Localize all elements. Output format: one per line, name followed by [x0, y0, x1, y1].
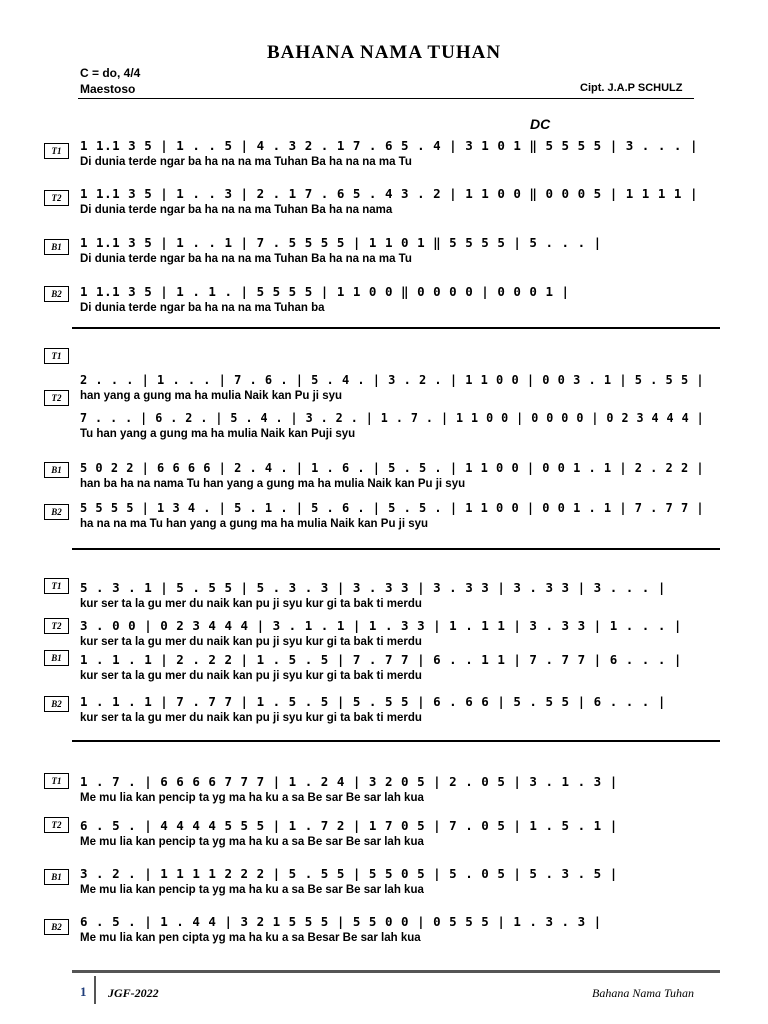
notation-row: 1 1.1 3 5 | 1 . 1 . | 5 5 5 5 | 1 1 0 0 ‖ 0 0 0 0 | 0 0 0 1 | [80, 284, 570, 299]
voice-label-b2: B2 [44, 696, 69, 712]
notation-row: 5 . 3 . 1 | 5 . 5 5 | 5 . 3 . 3 | 3 . 3 3 | 3 . 3 3 | 3 . 3 3 | 3 . . . | [80, 580, 666, 595]
notation-row: 7 . . . | 6 . 2 . | 5 . 4 . | 3 . 2 . | 1 . 7 . | 1 1 0 0 | 0 0 0 0 | 0 2 3 4 4 4 | [80, 410, 705, 425]
lyrics-row: Me mu lia kan pencip ta yg ma ha ku a sa Be sar Be sar lah kua [80, 884, 424, 896]
lyrics-row: kur ser ta la gu mer du naik kan pu ji syu kur gi ta bak ti merdu [80, 598, 422, 610]
system-divider [72, 548, 720, 550]
voice-label-b2: B2 [44, 286, 69, 302]
notation-row: 6 . 5 . | 1 . 4 4 | 3 2 1 5 5 5 | 5 5 0 0 | 0 5 5 5 | 1 . 3 . 3 | [80, 914, 602, 929]
notation-row: 3 . 2 . | 1 1 1 1 2 2 2 | 5 . 5 5 | 5 5 0 5 | 5 . 0 5 | 5 . 3 . 5 | [80, 866, 618, 881]
lyrics-row: Tu han yang a gung ma ha mulia Naik kan Puji syu [80, 428, 356, 440]
notation-row: 1 1.1 3 5 | 1 . . 3 | 2 . 1 7 . 6 5 . 4 3 . 2 | 1 1 0 0 ‖ 0 0 0 5 | 1 1 1 1 | [80, 186, 698, 201]
voice-label-t2: T2 [44, 390, 69, 406]
voice-label-t1: T1 [44, 773, 69, 789]
notation-row: 1 . 1 . 1 | 2 . 2 2 | 1 . 5 . 5 | 7 . 7 7 | 6 . . 1 1 | 7 . 7 7 | 6 . . . | [80, 652, 682, 667]
lyrics-row: Di dunia terde ngar ba ha na na ma Tuhan Ba ha na nama [80, 204, 393, 216]
lyrics-row: kur ser ta la gu mer du naik kan pu ji syu kur gi ta bak ti merdu [80, 670, 422, 682]
voice-label-b1: B1 [44, 869, 69, 885]
page-number: 1 [80, 984, 87, 999]
voice-label-t2: T2 [44, 817, 69, 833]
voice-label-b1: B1 [44, 239, 69, 255]
voice-label-b1: B1 [44, 462, 69, 478]
lyrics-row: kur ser ta la gu mer du naik kan pu ji syu kur gi ta bak ti merdu [80, 636, 422, 648]
lyrics-row: ha na na ma Tu han yang a gung ma ha mulia Naik kan Pu ji syu [80, 518, 429, 530]
tempo-marking: Maestoso [80, 82, 136, 96]
lyrics-row: Di dunia terde ngar ba ha na na ma Tuhan ba [80, 302, 325, 314]
voice-label-t1: T1 [44, 143, 69, 159]
key-signature: C = do, 4/4 [80, 66, 141, 80]
lyrics-row: Me mu lia kan pencip ta yg ma ha ku a sa Be sar Be sar lah kua [80, 836, 424, 848]
footer-left-text: JGF-2022 [108, 986, 159, 1000]
lyrics-row: han ba ha na nama Tu han yang a gung ma ha mulia Naik kan Pu ji syu [80, 478, 466, 490]
voice-label-t1: T1 [44, 578, 69, 594]
lyrics-row: Me mu lia kan pencip ta yg ma ha ku a sa Be sar Be sar lah kua [80, 792, 424, 804]
notation-row: 3 . 0 0 | 0 2 3 4 4 4 | 3 . 1 . 1 | 1 . 3 3 | 1 . 1 1 | 3 . 3 3 | 1 . . . | [80, 618, 682, 633]
voice-label-b1: B1 [44, 650, 69, 666]
lyrics-row: Di dunia terde ngar ba ha na na ma Tuhan Ba ha na na ma Tu [80, 156, 412, 168]
notation-row: 1 . 7 . | 6 6 6 6 7 7 7 | 1 . 2 4 | 3 2 0 5 | 2 . 0 5 | 3 . 1 . 3 | [80, 774, 618, 789]
voice-label-b2: B2 [44, 919, 69, 935]
system-divider [72, 740, 720, 742]
lyrics-row: han yang a gung ma ha mulia Naik kan Pu ji syu [80, 390, 343, 402]
notation-row: 1 1.1 3 5 | 1 . . 5 | 4 . 3 2 . 1 7 . 6 5 . 4 | 3 1 0 1 ‖ 5 5 5 5 | 3 . . . | [80, 138, 698, 153]
notation-row: 5 5 5 5 | 1 3 4 . | 5 . 1 . | 5 . 6 . | 5 . 5 . | 1 1 0 0 | 0 0 1 . 1 | 7 . 7 7 | [80, 500, 705, 515]
voice-label-b2: B2 [44, 504, 69, 520]
voice-label-t1: T1 [44, 348, 69, 364]
page-title: BAHANA NAMA TUHAN [266, 42, 502, 63]
footer-right-text: Bahana Nama Tuhan [592, 986, 695, 1000]
notation-row: 6 . 5 . | 4 4 4 4 5 5 5 | 1 . 7 2 | 1 7 0 5 | 7 . 0 5 | 1 . 5 . 1 | [80, 818, 618, 833]
notation-row: 1 . 1 . 1 | 7 . 7 7 | 1 . 5 . 5 | 5 . 5 5 | 6 . 6 6 | 5 . 5 5 | 6 . . . | [80, 694, 666, 709]
lyrics-row: Me mu lia kan pen cipta yg ma ha ku a sa Besar Be sar lah kua [80, 932, 421, 944]
notation-row: 1 1.1 3 5 | 1 . . 1 | 7 . 5 5 5 5 | 1 1 0 1 ‖ 5 5 5 5 | 5 . . . | [80, 235, 602, 250]
notation-row: 5 0 2 2 | 6 6 6 6 | 2 . 4 . | 1 . 6 . | 5 . 5 . | 1 1 0 0 | 0 0 1 . 1 | 2 . 2 2 | [80, 460, 705, 475]
system-divider [72, 327, 720, 329]
voice-label-t2: T2 [44, 190, 69, 206]
notation-row: 2 . . . | 1 . . . | 7 . 6 . | 5 . 4 . | 3 . 2 . | 1 1 0 0 | 0 0 3 . 1 | 5 . 5 5 | [80, 372, 705, 387]
lyrics-row: kur ser ta la gu mer du naik kan pu ji syu kur gi ta bak ti merdu [80, 712, 422, 724]
header-rule [78, 98, 694, 99]
footer-separator [94, 976, 96, 1004]
footer-rule [72, 970, 720, 973]
voice-label-t2: T2 [44, 618, 69, 634]
dc-marking: DC [530, 116, 551, 132]
composer-credit: Cipt. J.A.P SCHULZ [580, 82, 683, 94]
lyrics-row: Di dunia terde ngar ba ha na na ma Tuhan Ba ha na na ma Tu [80, 253, 412, 265]
